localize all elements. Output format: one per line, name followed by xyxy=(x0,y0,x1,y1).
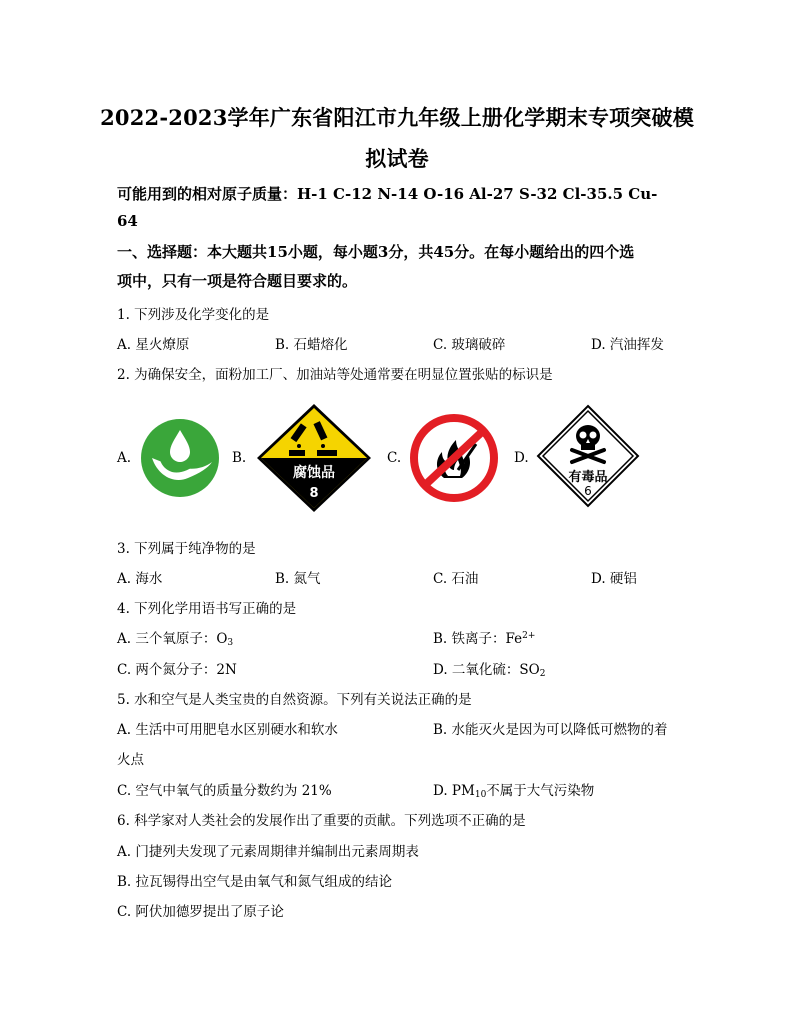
q6-stem: 6. 科学家对人类社会的发展作出了重要的贡献。下列选项不正确的是 xyxy=(117,813,526,829)
q2-sign-a-water-save[interactable] xyxy=(140,418,220,502)
q4-a-text: A. 三个氧原子：O xyxy=(117,631,228,647)
q5-d-suffix: 不属于大气污染物 xyxy=(486,783,595,799)
q5-d-subscript: 10 xyxy=(474,790,487,800)
q4-a-subscript: 3 xyxy=(227,638,234,648)
q2-label-b: B. xyxy=(232,450,247,466)
q5-option-b-line1[interactable]: B. 水能灭火是因为可以降低可燃物的着 xyxy=(433,722,668,738)
water-symbol-icon xyxy=(140,418,220,498)
q4-option-b[interactable] xyxy=(433,627,535,647)
q6-option-c[interactable]: C. 阿伏加德罗提出了原子论 xyxy=(117,904,284,920)
q2-stem: 2. 为确保安全，面粉加工厂、加油站等处通常要在明显位置张贴的标识是 xyxy=(117,367,553,383)
q1-option-a[interactable]: A. 星火燎原 xyxy=(117,337,190,353)
q2-sign-d-toxic[interactable] xyxy=(536,404,640,512)
q4-b-superscript: 2+ xyxy=(522,631,536,641)
q5-option-d[interactable] xyxy=(433,779,594,800)
q2-label-c: C. xyxy=(387,450,402,466)
q3-stem: 3. 下列属于纯净物的是 xyxy=(117,541,256,557)
exam-title-line2: 拟试卷 xyxy=(365,146,429,171)
exam-title-line1: 2022-2023学年广东省阳江市九年级上册化学期末专项突破模 xyxy=(100,105,694,130)
q4-d-subscript: 2 xyxy=(539,669,546,679)
q6-option-a[interactable]: A. 门捷列夫发现了元素周期律并编制出元素周期表 xyxy=(117,844,419,860)
q4-option-c[interactable]: C. 两个氮分子：2N xyxy=(117,662,237,678)
q2-sign-b-corrosive[interactable] xyxy=(255,402,373,518)
q3-option-c[interactable]: C. 石油 xyxy=(433,571,479,587)
section1-instructions-line1: 一、选择题：本大题共15小题，每小题3分，共45分。在每小题给出的四个选 xyxy=(117,243,635,261)
q4-option-d[interactable] xyxy=(433,658,545,679)
q4-option-a[interactable] xyxy=(117,627,233,648)
q1-stem: 1. 下列涉及化学变化的是 xyxy=(117,307,270,323)
q1-option-b[interactable]: B. 石蜡熔化 xyxy=(275,337,348,353)
sign-b-text: 腐蚀品 xyxy=(293,465,335,481)
sign-d-number: 6 xyxy=(584,484,592,498)
atomic-masses-line1: 可能用到的相对原子质量：H-1 C-12 N-14 O-16 Al-27 S-32 Cl-35.5 Cu- xyxy=(117,185,658,203)
q5-option-c[interactable]: C. 空气中氧气的质量分数约为 21% xyxy=(117,783,332,799)
sign-d-text: 有毒品 xyxy=(568,470,608,485)
q2-label-d: D. xyxy=(514,450,529,466)
section1-instructions-line2: 项中，只有一项是符合题目要求的。 xyxy=(117,272,358,290)
q5-stem: 5. 水和空气是人类宝贵的自然资源。下列有关说法正确的是 xyxy=(117,692,472,708)
q2-label-a: A. xyxy=(117,450,132,466)
no-open-flame-icon xyxy=(410,414,498,502)
q5-option-a[interactable]: A. 生活中可用肥皂水区别硬水和软水 xyxy=(117,722,338,738)
q3-option-a[interactable]: A. 海水 xyxy=(117,571,163,587)
atomic-masses-line2: 64 xyxy=(117,212,138,230)
sign-b-number: 8 xyxy=(309,486,319,501)
q4-stem: 4. 下列化学用语书写正确的是 xyxy=(117,601,297,617)
q5-d-prefix: D. PM xyxy=(433,783,475,799)
q4-d-text: D. 二氧化硫：SO xyxy=(433,662,540,678)
q6-option-b[interactable]: B. 拉瓦锡得出空气是由氧气和氮气组成的结论 xyxy=(117,874,393,890)
q1-option-c[interactable]: C. 玻璃破碎 xyxy=(433,337,506,353)
q3-option-b[interactable]: B. 氮气 xyxy=(275,571,321,587)
q2-sign-c-no-fire[interactable] xyxy=(410,414,498,506)
q1-option-d[interactable]: D. 汽油挥发 xyxy=(591,337,664,353)
q5-option-b-line2: 火点 xyxy=(117,752,144,768)
q3-option-d[interactable]: D. 硬铝 xyxy=(591,571,637,587)
q4-b-text: B. 铁离子：Fe xyxy=(433,631,523,647)
